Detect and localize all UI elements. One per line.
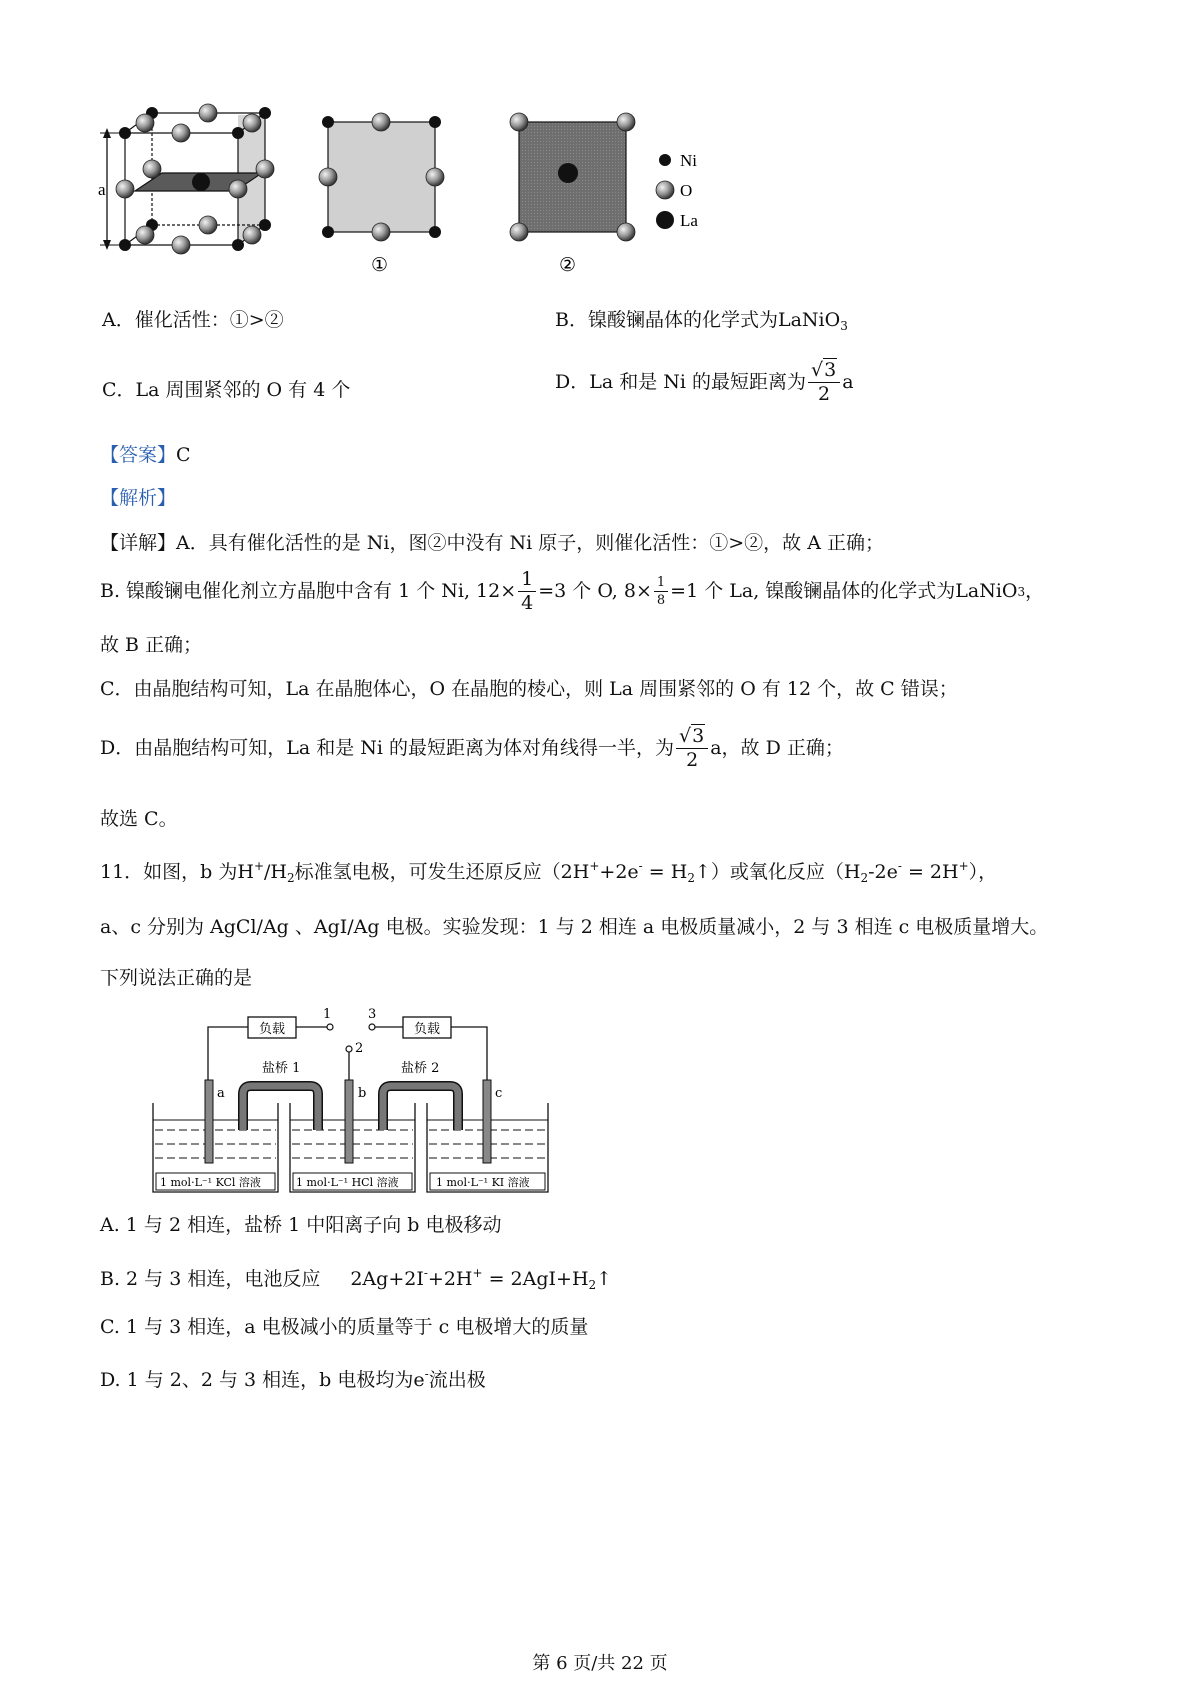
- legend-ni-label: Ni: [680, 151, 697, 170]
- detail-b-fraction-1: $\frac{1}{4}$: [518, 570, 536, 613]
- load-label-2: 负载: [414, 1022, 441, 1037]
- option-b-text: B．镍酸镧晶体的化学式为: [555, 309, 778, 331]
- electrochemical-cell-figure: [150, 1008, 550, 1198]
- electrode-a: [205, 1080, 213, 1163]
- option-d-text: D．La 和是 Ni 的最短距离为: [555, 371, 806, 393]
- legend-la-symbol: [656, 211, 674, 229]
- legend-ni-symbol: [659, 154, 671, 166]
- bridge-1-label: 盐桥 1: [262, 1061, 301, 1076]
- electrode-b: [345, 1080, 353, 1163]
- option-d-denominator: 2: [818, 383, 831, 405]
- load-label-1: 负载: [259, 1022, 286, 1037]
- detail-d-text2: a，故 D 正确；: [710, 737, 844, 759]
- terminal-1[interactable]: [327, 1024, 333, 1030]
- detail-d-text1: D．由晶胞结构可知，La 和是 Ni 的最短距离为体对角线得一半，为: [100, 737, 675, 759]
- electrode-a-label: a: [217, 1086, 225, 1101]
- detail-b-end: ，: [1025, 580, 1045, 602]
- q11-line1: 11．如图，b 为$H^+/H_2$标准氢电极，可发生还原反应$(2H^++2e^- = H_2↑)$或氧化反应$(H_2-2e^- = 2H^+)$，: [100, 859, 998, 885]
- q11-option-d: D. 1 与 2、2 与 3 相连，b 电极均为e-流出极: [100, 1367, 486, 1391]
- detail-b-times-2: ×: [635, 580, 652, 602]
- crystal-structure-figure: [95, 95, 735, 285]
- analysis-label: 【解析】: [100, 487, 177, 509]
- detail-conclusion: 故选 C。: [100, 808, 178, 830]
- legend-o-symbol: [656, 181, 674, 199]
- salt-bridge-1: [243, 1086, 318, 1130]
- terminal-1-label: 1: [323, 1008, 332, 1022]
- detail-b-fraction-2: $\frac{1}{8}$: [654, 576, 668, 607]
- q11-line3: 下列说法正确的是: [100, 967, 253, 989]
- plane-1: [319, 113, 444, 241]
- label-a: a: [98, 180, 106, 199]
- electrode-c: [483, 1080, 491, 1163]
- option-b-formula: LaNiO: [777, 309, 841, 331]
- bridge-2-label: 盐桥 2: [401, 1061, 440, 1076]
- option-a: A．催化活性：①>②: [102, 309, 284, 331]
- q11-option-a: A. 1 与 2 相连，盐桥 1 中阳离子向 b 电极移动: [100, 1214, 502, 1236]
- detail-a-text: A．具有催化活性的是 Ni，图②中没有 Ni 原子，则催化活性：①>②，故 A 正确；: [176, 532, 884, 554]
- plane-2-label: ②: [559, 254, 577, 276]
- option-c: C．La 周围紧邻的 O 有 4 个: [102, 379, 351, 401]
- detail-b-subscript: 3: [1017, 584, 1026, 599]
- option-d-radicand: 3: [824, 359, 837, 381]
- legend-o-label: O: [680, 181, 693, 200]
- plane-2: [510, 113, 635, 241]
- plane-1-label: ①: [371, 254, 389, 276]
- terminal-3[interactable]: [369, 1024, 375, 1030]
- detail-label: 【详解】: [100, 532, 177, 554]
- legend: [656, 151, 698, 230]
- q11-line2: a、c 分别为 AgCl/Ag 、AgI/Ag 电极。实验发现：1 与 2 相连 a 电极质量减小，2 与 3 相连 c 电极质量增大。: [100, 916, 1049, 938]
- solution-2-label: 1 mol·L⁻¹ HCl 溶液: [296, 1176, 399, 1189]
- q11-option-b: B. 2 与 3 相连，电池反应 $2Ag+2I^-+2H^+ = 2AgI+H_2↑$: [100, 1266, 613, 1292]
- answer-label: 【答案】: [100, 444, 177, 466]
- detail-b-formula: LaNiO: [955, 580, 1018, 602]
- legend-la-label: La: [680, 211, 698, 230]
- detail-line-c: C．由晶胞结构可知，La 在晶胞体心，O 在晶胞的棱心，则 La 周围紧邻的 O 有 12 个，故 C 错误；: [100, 678, 958, 700]
- electrode-b-label: b: [358, 1086, 367, 1101]
- solution-3-label: 1 mol·L⁻¹ KI 溶液: [436, 1176, 530, 1189]
- detail-line-b: [100, 570, 1044, 613]
- answer-value: C: [176, 444, 191, 466]
- option-d-fraction: $\frac{√3}{2}$: [808, 361, 840, 404]
- salt-bridge-2: [383, 1086, 458, 1130]
- detail-line-b-cont: 故 B 正确；: [100, 634, 203, 656]
- answer-line: [100, 446, 191, 465]
- detail-b-text3: =1 个 La, 镍酸镧晶体的化学式为: [670, 580, 956, 602]
- electrode-c-label: c: [495, 1086, 503, 1101]
- option-b-subscript: 3: [840, 319, 848, 333]
- detail-b-times: ×: [500, 580, 517, 602]
- detail-d-fraction: $\frac{√3}{2}$: [676, 727, 708, 770]
- detail-b-text1: B. 镍酸镧电催化剂立方晶胞中含有 1 个 Ni, 12: [100, 580, 501, 602]
- detail-line-a: [100, 534, 884, 553]
- option-b: [555, 311, 848, 332]
- terminal-3-label: 3: [368, 1008, 377, 1022]
- terminal-2-label: 2: [355, 1041, 364, 1056]
- option-d: [555, 361, 854, 404]
- page-footer: 第 6 页/共 22 页: [532, 1653, 668, 1674]
- detail-line-d: [100, 727, 844, 770]
- option-d-tail: a: [842, 371, 854, 393]
- detail-b-text2: =3 个 O, 8: [538, 580, 636, 602]
- q11-option-c: C. 1 与 3 相连，a 电极减小的质量等于 c 电极增大的质量: [100, 1316, 589, 1338]
- solution-1-label: 1 mol·L⁻¹ KCl 溶液: [160, 1176, 261, 1189]
- terminal-2[interactable]: [346, 1046, 352, 1052]
